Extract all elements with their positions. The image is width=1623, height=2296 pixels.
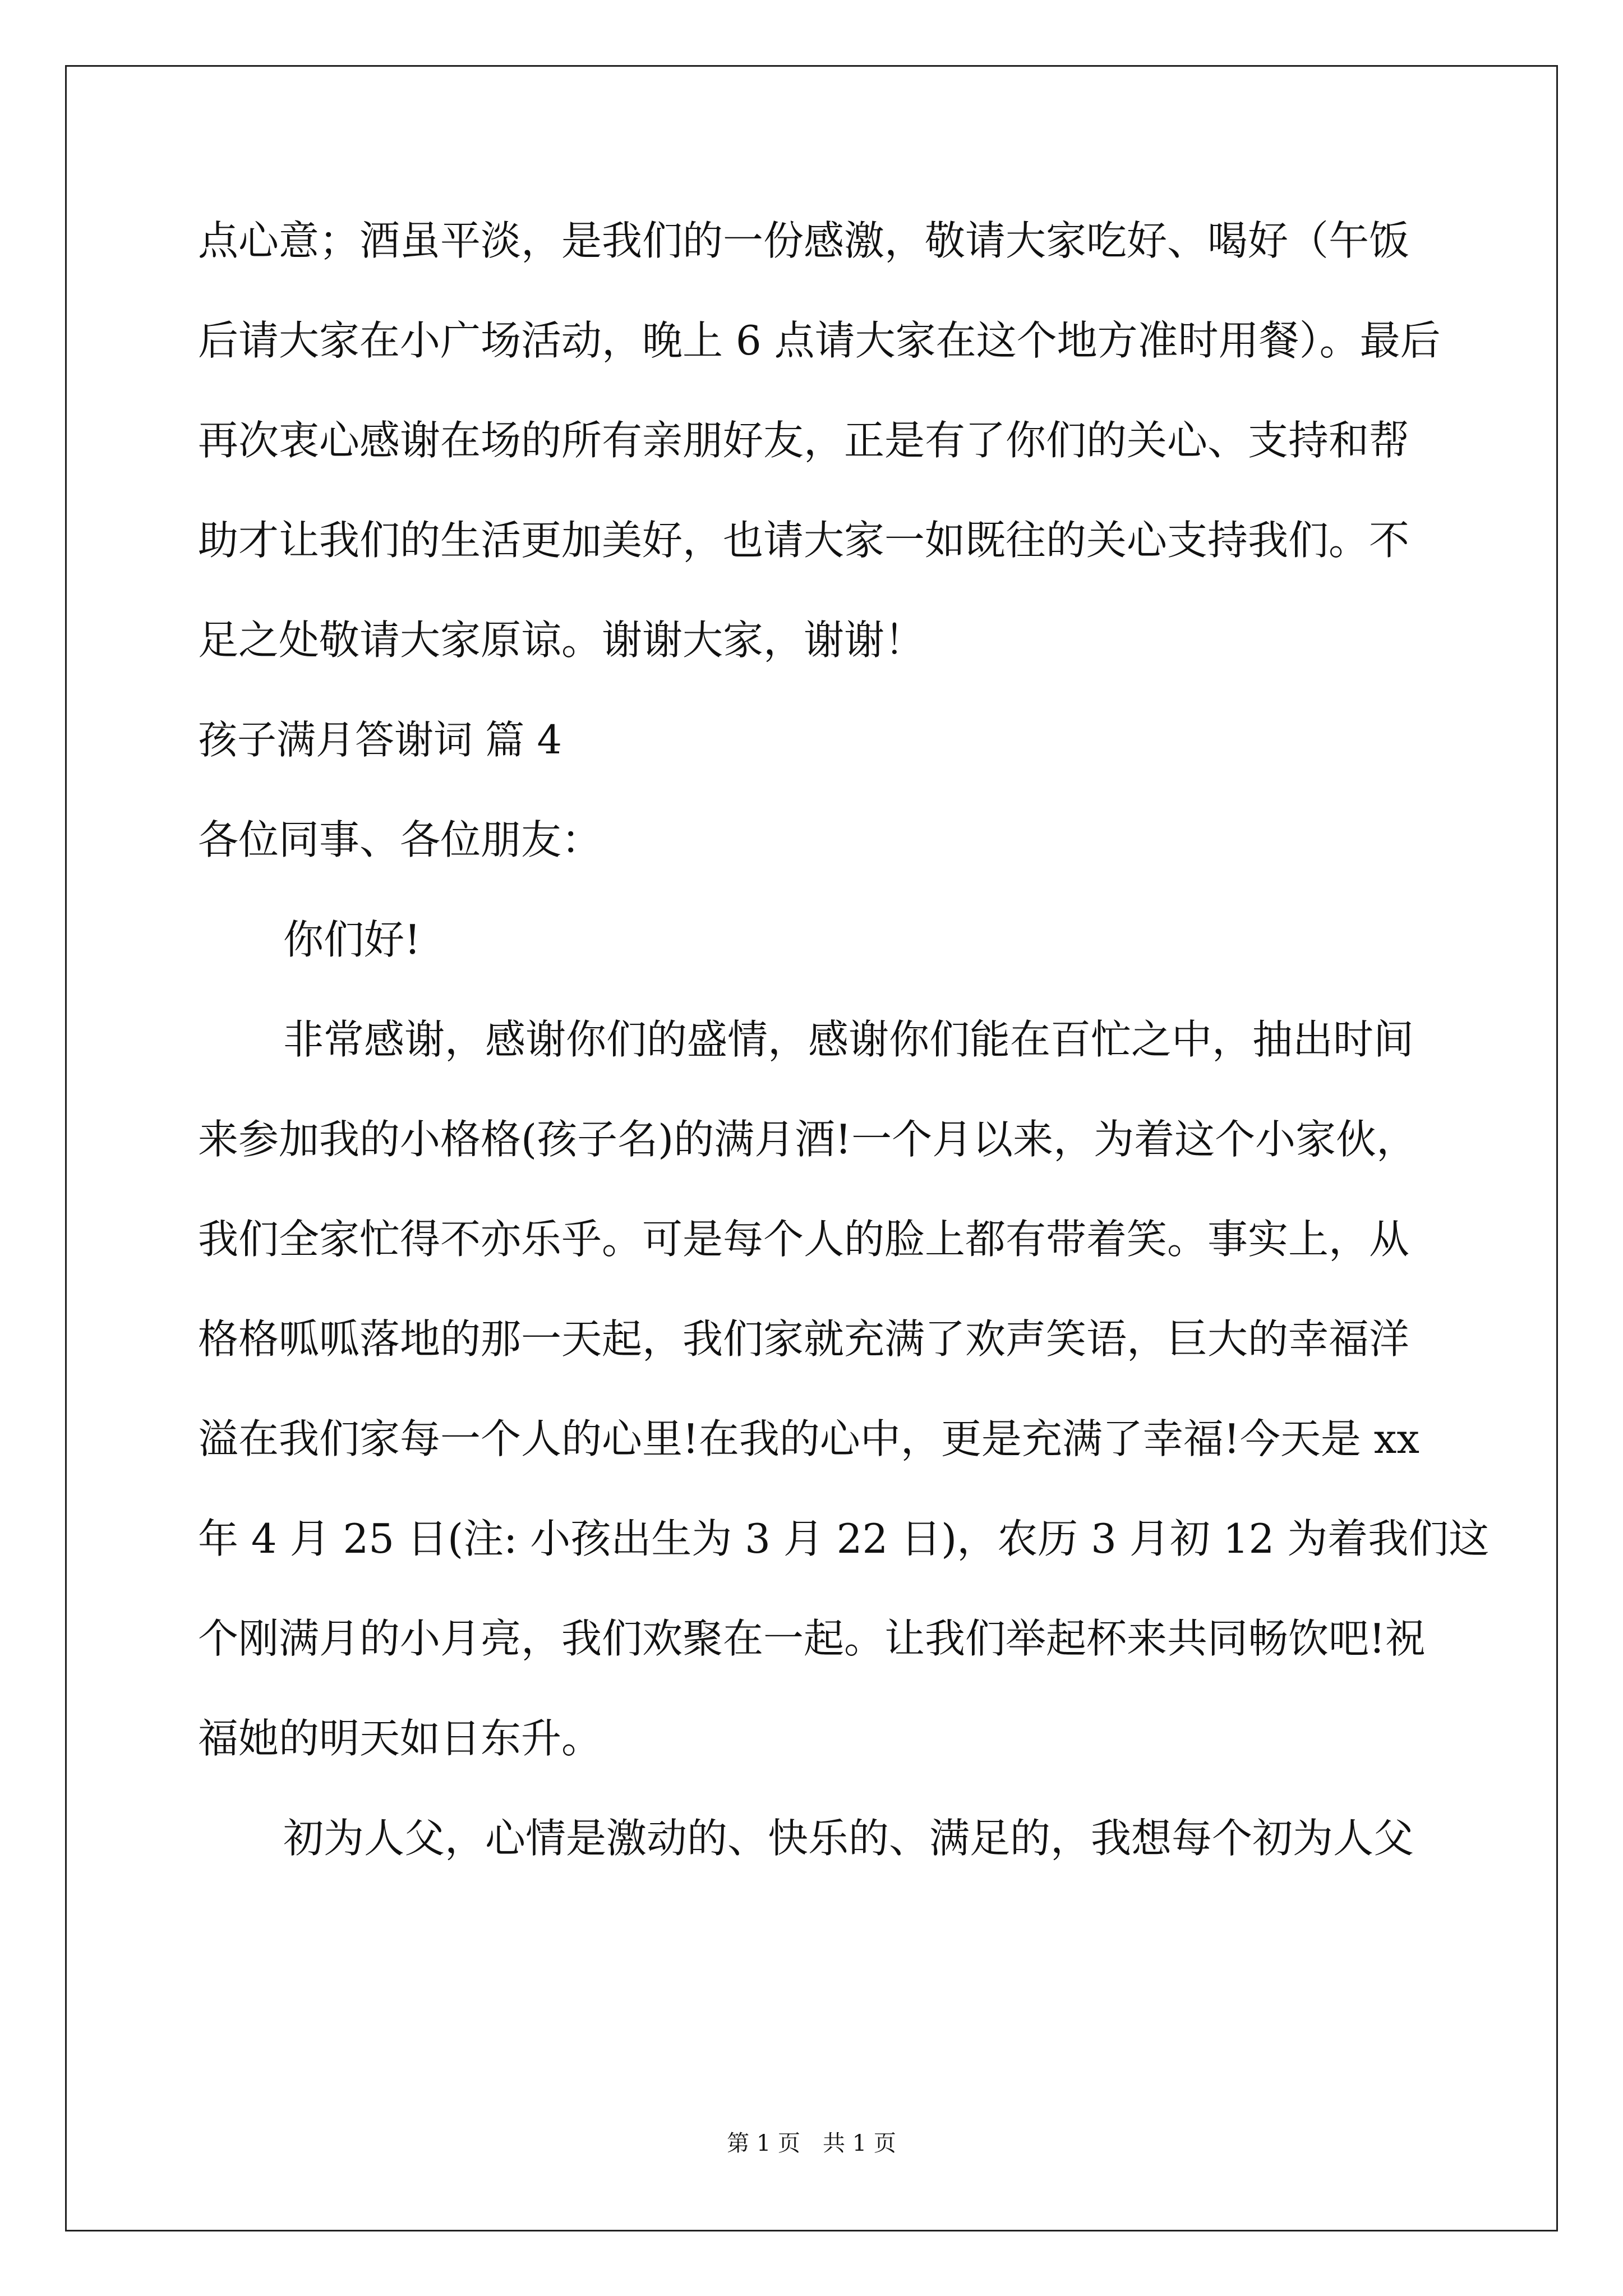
- page-number: 第 1 页: [727, 2131, 800, 2156]
- document-body: [198, 191, 1490, 1888]
- page-total: 共 1 页: [823, 2131, 896, 2156]
- paragraph-line: 年 4 月 25 日(注: 小孩出生为 3 月 22 日)，农历 3 月初 12 为着我们这: [198, 1515, 1490, 1562]
- text-line: 助才让我们的生活更加美好，也请大家一如既往的关心支持我们。不: [198, 517, 1410, 564]
- paragraph-line: 福她的明天如日东升。: [198, 1715, 602, 1762]
- text-line: 再次衷心感谢在场的所有亲朋好友，正是有了你们的关心、支持和帮: [198, 417, 1410, 464]
- paragraph-line: 我们全家忙得不亦乐乎。可是每个人的脸上都有带着笑。事实上，从: [198, 1216, 1410, 1263]
- section-heading: 孩子满月答谢词 篇 4: [198, 717, 562, 763]
- page-footer: [0, 2127, 1623, 2160]
- text-line: 点心意；酒虽平淡，是我们的一份感激，敬请大家吃好、喝好（午饭: [198, 217, 1410, 264]
- paragraph-line: 非常感谢，感谢你们的盛情，感谢你们能在百忙之中，抽出时间: [283, 1016, 1414, 1063]
- paragraph-line: 溢在我们家每一个人的心里!在我的心中，更是充满了幸福!今天是 xx: [198, 1415, 1419, 1462]
- greeting: 你们好!: [283, 916, 421, 963]
- paragraph-line: 初为人父，心情是激动的、快乐的、满足的，我想每个初为人父: [283, 1815, 1414, 1862]
- paragraph-line: 来参加我的小格格(孩子名)的满月酒!一个月以来，为着这个小家伙，: [198, 1116, 1417, 1163]
- salutation: 各位同事、各位朋友：: [198, 816, 602, 863]
- text-line: 后请大家在小广场活动，晚上 6 点请大家在这个地方准时用餐）。最后: [198, 317, 1441, 364]
- paragraph-line: 格格呱呱落地的那一天起，我们家就充满了欢声笑语，巨大的幸福洋: [198, 1315, 1410, 1363]
- paragraph-line: 个刚满月的小月亮，我们欢聚在一起。让我们举起杯来共同畅饮吧!祝: [198, 1615, 1426, 1662]
- text-line: 足之处敬请大家原谅。谢谢大家，谢谢！: [198, 616, 925, 664]
